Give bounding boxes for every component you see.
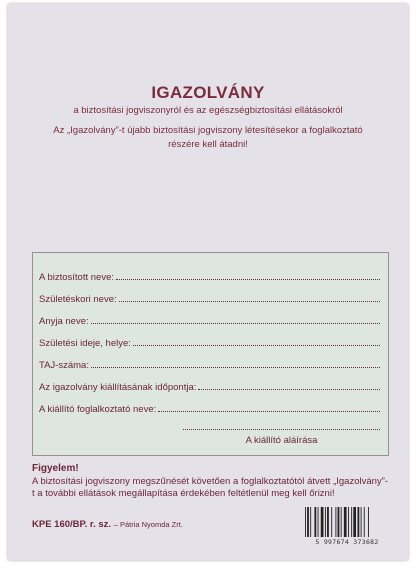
- signature-label: A kiállító aláírása: [245, 435, 318, 446]
- field-mother-name[interactable]: [39, 313, 380, 327]
- warning-text: A biztosítási jogviszony megszűnését követően a foglalkoztatótól átvett „Igazolvány”-t a további ellátások megállapítása érdekében feltétlenül meg kell őrizni!: [32, 476, 388, 499]
- field-employer-name[interactable]: [39, 401, 380, 415]
- fill-line[interactable]: [119, 301, 380, 302]
- barcode-bar: [364, 507, 365, 537]
- barcode-bar: [368, 507, 369, 537]
- barcode-bar: [348, 507, 349, 537]
- fill-line[interactable]: [91, 367, 380, 368]
- barcode-bar: [361, 507, 362, 537]
- field-insured-name[interactable]: [39, 269, 380, 283]
- barcode-bar: [344, 507, 347, 537]
- barcode-bar: [341, 507, 342, 537]
- document-subtitle: a biztosítási jogviszonyról és az egészségbiztosítási ellátásokról: [73, 105, 343, 116]
- field-label: Az igazolvány kiállításának időpontja:: [39, 382, 197, 393]
- fill-line[interactable]: [133, 345, 380, 346]
- field-taj-number[interactable]: [39, 357, 380, 371]
- field-label: A biztosított neve:: [39, 272, 114, 283]
- signature-line[interactable]: [183, 429, 380, 430]
- barcode-bar: [358, 507, 360, 537]
- field-issue-date[interactable]: [39, 379, 380, 393]
- field-label: A kiállító foglalkoztató neve:: [39, 404, 157, 415]
- field-label: Anyja neve:: [39, 316, 89, 327]
- barcode-bar: [351, 507, 352, 537]
- form-code-line: [32, 519, 183, 530]
- fill-line[interactable]: [116, 279, 380, 280]
- field-birth-name[interactable]: [39, 291, 380, 305]
- barcode-image: [305, 507, 391, 537]
- barcode-bar: [318, 507, 319, 537]
- barcode-bar: [305, 507, 306, 537]
- fill-line[interactable]: [158, 411, 380, 412]
- publisher: – Pátria Nyomda Zrt.: [113, 520, 183, 529]
- form-sheet: [8, 4, 408, 560]
- fill-line[interactable]: [91, 323, 380, 324]
- barcode-bar: [353, 507, 356, 537]
- barcode-bar: [325, 507, 326, 537]
- document-title: IGAZOLVÁNY: [151, 83, 265, 102]
- warning-title: Figyelem!: [32, 463, 79, 474]
- form-code: KPE 160/BP. r. sz.: [32, 519, 112, 530]
- barcode-bar: [321, 507, 324, 537]
- barcode-bar: [307, 507, 309, 537]
- field-label: TAJ-száma:: [39, 360, 89, 371]
- barcode-bar: [338, 507, 340, 537]
- field-label: Születési ideje, helye:: [39, 338, 131, 349]
- field-birth-date-place[interactable]: [39, 335, 380, 349]
- barcode-number: 5 997674 373682: [315, 538, 379, 546]
- barcode-bar: [327, 507, 329, 537]
- barcode-bar: [335, 507, 336, 537]
- notice-text: Az „Igazolvány”-t újabb biztosítási jogviszony létesítésekor a foglalkoztató részére kell átadni!: [53, 125, 363, 150]
- barcode-bar: [314, 507, 316, 537]
- barcode-bar: [310, 507, 311, 537]
- field-label: Születéskori neve:: [39, 294, 117, 305]
- form-box: [32, 252, 389, 456]
- fill-line[interactable]: [198, 389, 380, 390]
- barcode-bar: [331, 507, 332, 537]
